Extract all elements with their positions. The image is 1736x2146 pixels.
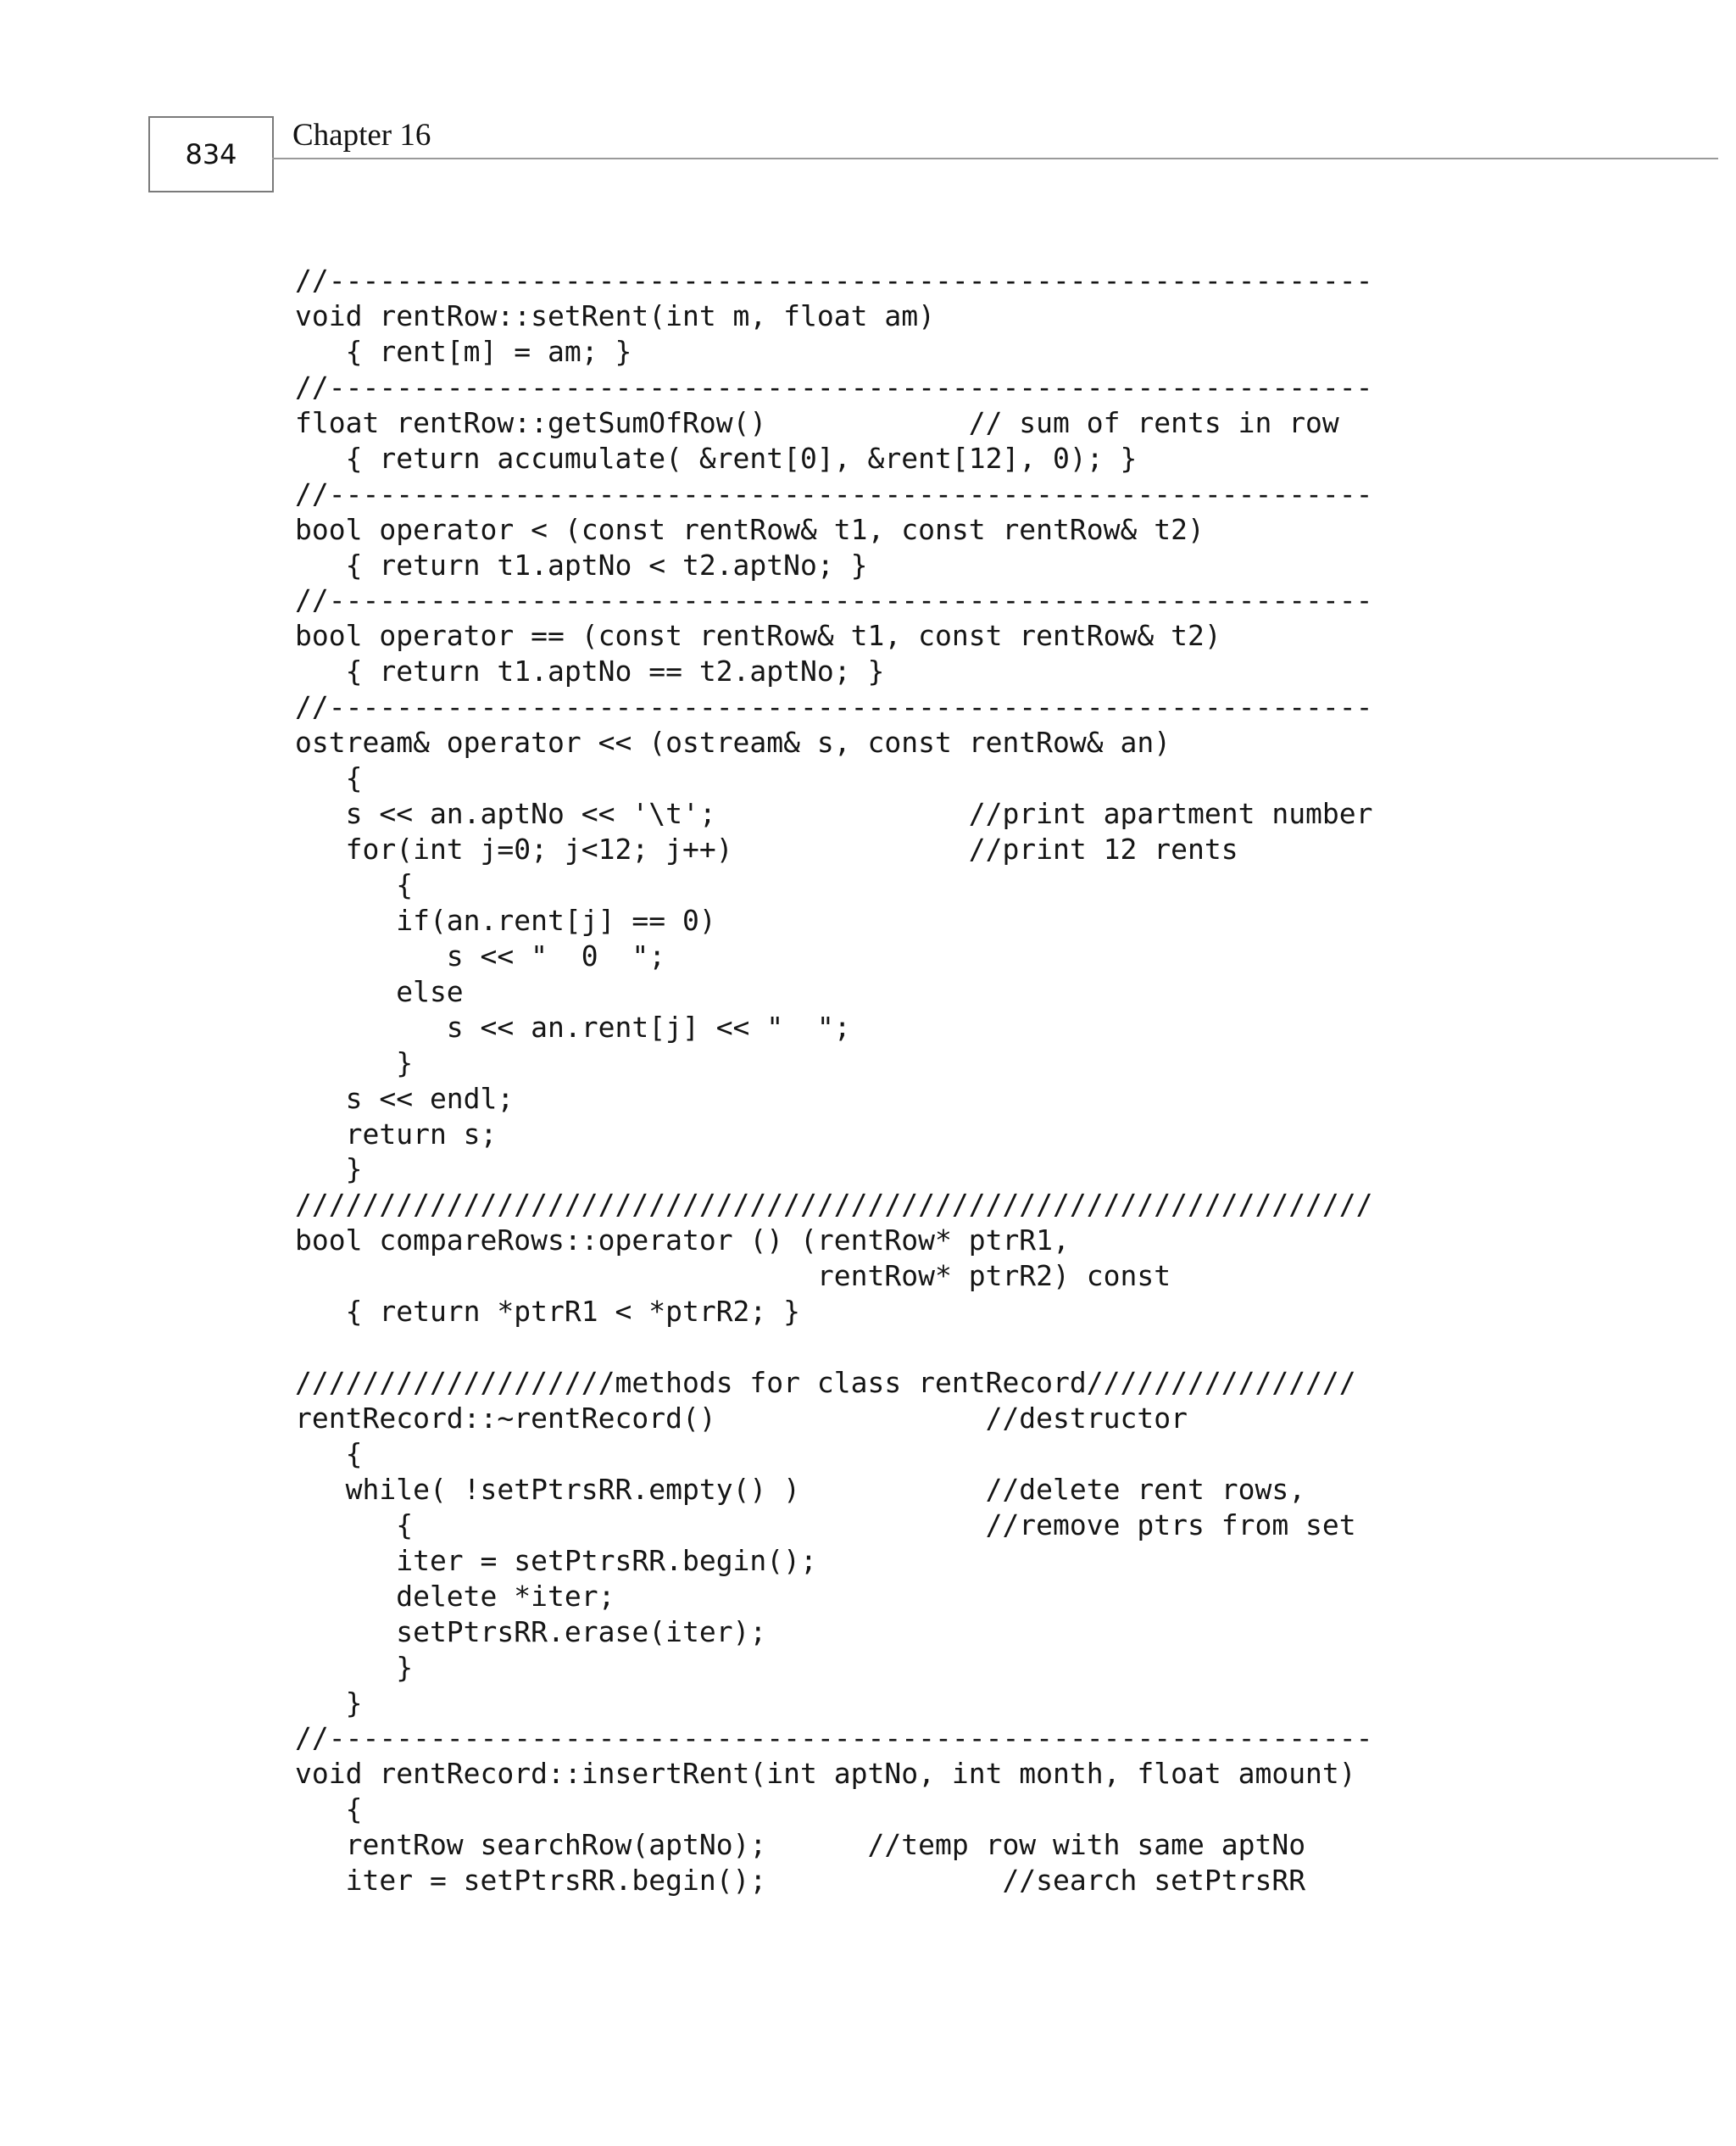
code-line: setPtrsRR.erase(iter); — [295, 1614, 767, 1648]
code-line: //-------------------------------------------------------------- — [295, 264, 1373, 297]
code-line: //-------------------------------------------------------------- — [295, 1721, 1373, 1755]
code-line: if(an.rent[j] == 0) — [295, 903, 716, 937]
code-line: rentRow searchRow(aptNo); //temp row with same aptNo — [295, 1828, 1306, 1862]
code-line: } — [295, 1152, 363, 1186]
code-line: bool operator == (const rentRow& t1, const rentRow& t2) — [295, 619, 1221, 653]
code-line: s << " 0 "; — [295, 939, 666, 973]
code-line: { — [295, 867, 414, 901]
code-line — [295, 1329, 1373, 1365]
code-listing — [295, 263, 1373, 1898]
code-line: void rentRow::setRent(int m, float am) — [295, 298, 935, 332]
code-line: s << endl; — [295, 1081, 515, 1115]
chapter-title: Chapter 16 — [292, 118, 431, 153]
code-line: { return t1.aptNo < t2.aptNo; } — [295, 548, 868, 582]
code-line: return s; — [295, 1117, 498, 1151]
code-line: delete *iter; — [295, 1579, 615, 1613]
code-line: { //remove ptrs from set — [295, 1508, 1356, 1541]
code-line: float rentRow::getSumOfRow() // sum of rents in row — [295, 405, 1339, 439]
code-line: s << an.rent[j] << " "; — [295, 1010, 851, 1044]
code-line: { return *ptrR1 < *ptrR2; } — [295, 1295, 801, 1329]
code-line: { — [295, 1436, 363, 1470]
code-line: bool operator < (const rentRow& t1, const rentRow& t2) — [295, 512, 1205, 546]
header-rule — [272, 158, 1718, 159]
code-line: //-------------------------------------------------------------- — [295, 583, 1373, 617]
page-number: 834 — [148, 116, 272, 192]
code-line: while( !setPtrsRR.empty() ) //delete rent rows, — [295, 1472, 1306, 1506]
code-line: { — [295, 761, 363, 795]
code-line: //-------------------------------------------------------------- — [295, 690, 1373, 724]
code-line: ostream& operator << (ostream& s, const rentRow& an) — [295, 726, 1171, 760]
code-line: { rent[m] = am; } — [295, 334, 632, 368]
code-line: //-------------------------------------------------------------- — [295, 477, 1373, 510]
code-line: ///////////////////methods for class rentRecord//////////////// — [295, 1366, 1356, 1400]
code-line: rentRow* ptrR2) const — [295, 1259, 1171, 1293]
code-line: s << an.aptNo << '\t'; //print apartment number — [295, 797, 1373, 831]
code-line: iter = setPtrsRR.begin(); //search setPtrsRR — [295, 1864, 1306, 1898]
code-line: rentRecord::~rentRecord() //destructor — [295, 1402, 1188, 1435]
code-line: { return t1.aptNo == t2.aptNo; } — [295, 655, 885, 688]
code-line: void rentRecord::insertRent(int aptNo, int month, float amount) — [295, 1757, 1356, 1791]
code-line: //////////////////////////////////////////////////////////////// — [295, 1188, 1373, 1222]
code-line: else — [295, 974, 464, 1008]
code-line: } — [295, 1650, 414, 1684]
code-line: iter = setPtrsRR.begin(); — [295, 1543, 817, 1577]
code-line: { return accumulate( &rent[0], &rent[12], 0); } — [295, 441, 1138, 475]
code-line: } — [295, 1045, 414, 1079]
code-line: { — [295, 1792, 363, 1826]
header-divider — [272, 116, 274, 192]
code-line: //-------------------------------------------------------------- — [295, 370, 1373, 404]
code-line: } — [295, 1686, 363, 1720]
code-line: bool compareRows::operator () (rentRow* ptrR1, — [295, 1223, 1070, 1257]
code-line: for(int j=0; j<12; j++) //print 12 rents — [295, 833, 1238, 866]
